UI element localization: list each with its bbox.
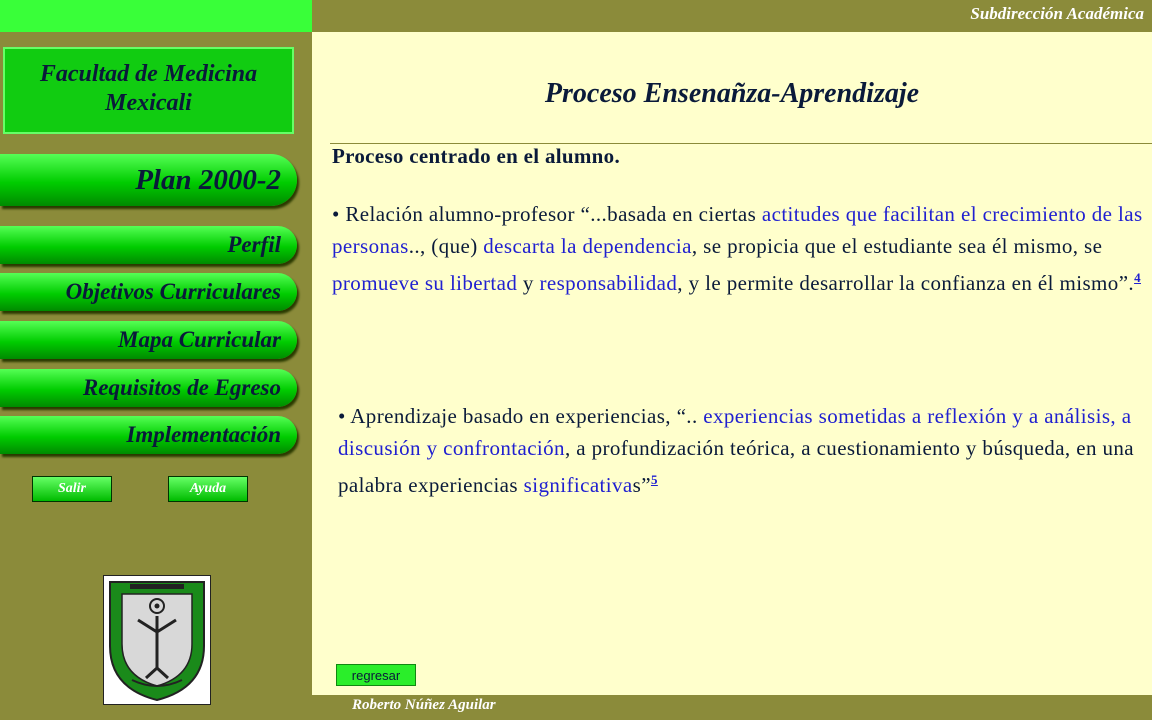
text-run: .., (que): [408, 234, 484, 258]
top-bar: [0, 0, 1152, 32]
back-button[interactable]: regresar: [336, 664, 416, 686]
highlight-text: actitudes que facilitan el crecimiento de las personas: [332, 202, 1143, 258]
sidebar-item-label: Perfil: [227, 232, 281, 257]
text-run: , a profundización teórica, a cuestionamiento y búsqueda, en una palabra experiencias: [338, 436, 1135, 497]
page-title: Proceso Ensenañza-Aprendizaje: [544, 78, 920, 109]
exit-button[interactable]: Salir: [32, 476, 112, 502]
text-run: y: [517, 271, 540, 295]
text-run: s”: [632, 473, 651, 497]
highlight-text: descarta la dependencia: [483, 234, 692, 258]
highlight-text: responsabilidad: [539, 271, 678, 295]
footnote-link-5[interactable]: 5: [650, 472, 658, 487]
sidebar-item-perfil[interactable]: [0, 226, 297, 264]
paragraph-aprendizaje: [338, 400, 1143, 501]
plan-label: Plan 2000-2: [135, 164, 281, 196]
sidebar-item-label: Mapa Curricular: [118, 327, 281, 352]
highlight-text: promueve su libertad: [332, 271, 518, 295]
sidebar-item-label: Objetivos Curriculares: [65, 279, 281, 304]
sidebar-item-label: Requisitos de Egreso: [82, 375, 281, 400]
header-title: Subdirección Académica: [970, 4, 1144, 23]
intro-text: Proceso centrado en el alumno.: [332, 144, 620, 168]
sidebar-item-label: Implementación: [126, 422, 281, 447]
university-shield-icon: [104, 576, 210, 704]
faculty-title: Facultad de Medicina Mexicali: [39, 61, 258, 116]
sidebar-item-mapa[interactable]: [0, 321, 297, 359]
help-button[interactable]: Ayuda: [168, 476, 248, 502]
text-run: , y le permite desarrollar la confianza en él mismo”.: [677, 271, 1135, 295]
highlight-text: significativa: [523, 473, 633, 497]
text-run: • Aprendizaje basado en experiencias, “..: [338, 404, 704, 428]
university-logo: [103, 575, 211, 705]
sidebar-item-objetivos[interactable]: [0, 273, 297, 311]
highlight-text: experiencias sometidas a reflexión y a análisis, a discusión y confrontación: [338, 404, 1132, 460]
author-name: Roberto Núñez Aguilar: [352, 697, 496, 713]
paragraph-relacion: [332, 198, 1147, 299]
top-bar-accent: [0, 0, 312, 32]
sidebar-item-implementacion[interactable]: [0, 416, 297, 454]
footnote-link-4[interactable]: 4: [1134, 270, 1141, 285]
content-area: [312, 32, 1152, 695]
text-run: • Relación alumno-profesor “...basada en ciertas: [332, 202, 762, 226]
plan-button[interactable]: [0, 154, 297, 206]
text-run: , se propicia que el estudiante sea él mismo, se: [691, 234, 1103, 258]
sidebar-item-requisitos[interactable]: [0, 369, 297, 407]
